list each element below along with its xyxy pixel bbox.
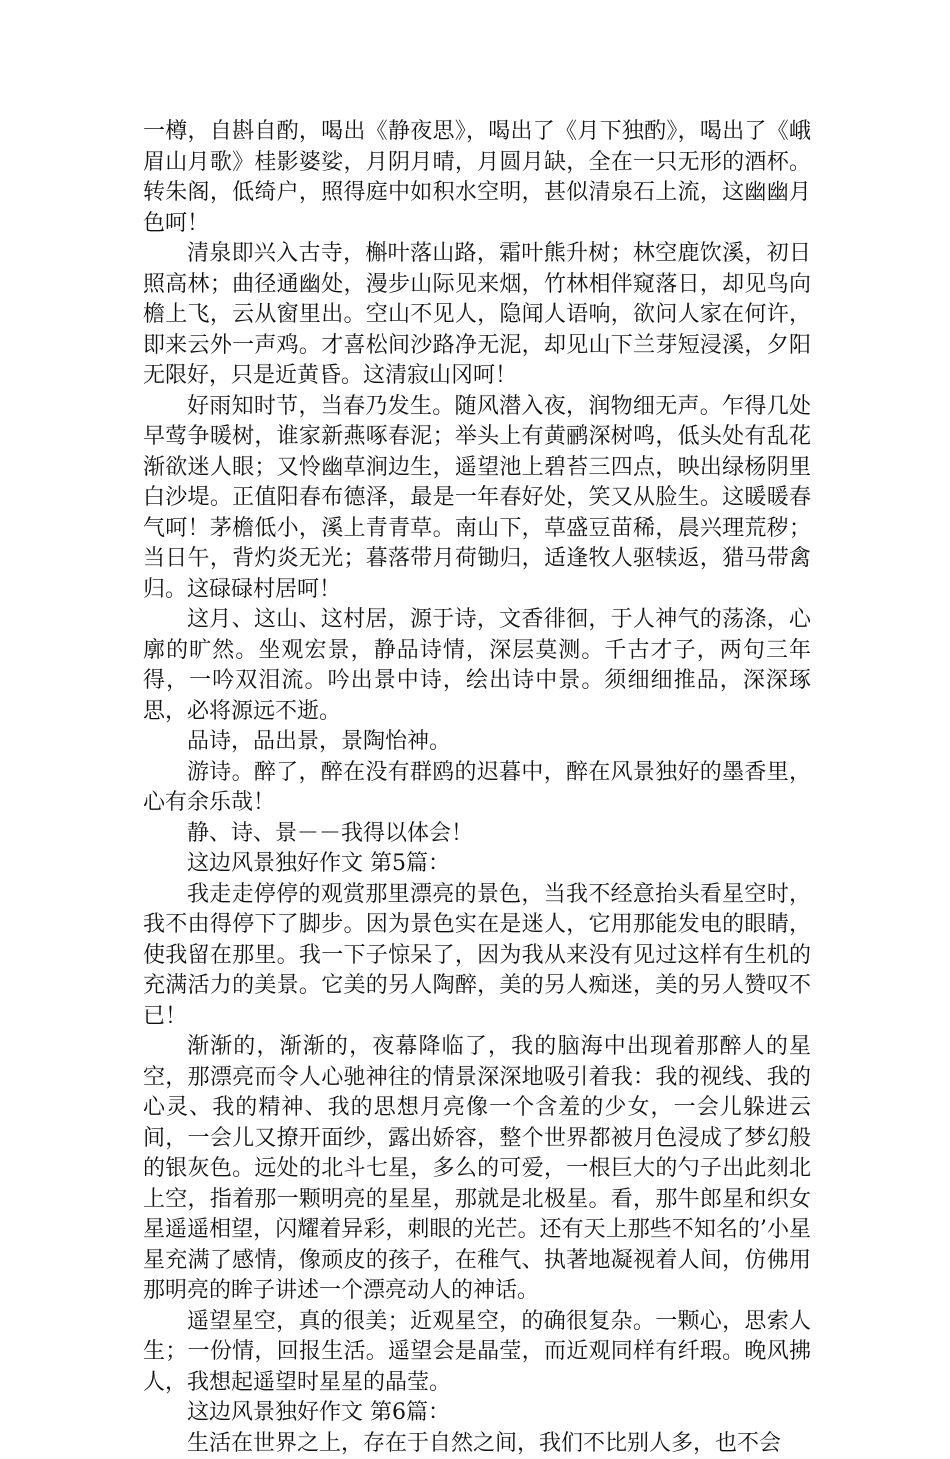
paragraph-3: 好雨知时节，当春乃发生。随风潜入夜，润物细无声。乍得几处早莺争暖树，谁家新燕啄春泥；举头上有黄鹂深树鸣，低头处有乱花渐欲迷人眼；又怜幽草涧边生，遥望池上碧苔三四点，映出绿杨阴里白沙堤。正值阳春布德泽，最是一年春好处，笑又从脸生。这暖暖春气呵！茅檐低小，溪上青青草。南山下，草盛豆苗稀，晨兴理荒秽；当日午，背灼炎无光；暮落带月荷锄归，适逢牧人驱犊返，猎马带禽归。这碌碌村居呵！ [143, 392, 811, 606]
paragraph-4: 这月、这山、这村居，源于诗，文香徘徊，于人神气的荡涤，心廓的旷然。坐观宏景，静品诗情，深层莫测。千古才子，两句三年得，一吟双泪流。吟出景中诗，绘出诗中景。须细细推品，深深琢思，必将源远不逝。 [143, 605, 811, 727]
document-page [143, 117, 811, 1459]
section-heading-6: 这边风景独好作文 第6篇： [143, 1398, 811, 1429]
paragraph-7: 静、诗、景－－我得以体会！ [143, 819, 811, 850]
paragraph-10: 遥望星空，真的很美；近观星空，的确很复杂。一颗心，思索人生；一份情，回报生活。遥望会是晶莹，而近观同样有纤瑕。晚风拂人，我想起遥望时星星的晶莹。 [143, 1307, 811, 1399]
paragraph-2: 清泉即兴入古寺，槲叶落山路，霜叶熊升树；林空鹿饮溪，初日照高林；曲径通幽处，漫步山际见来烟，竹林相伴窥落日，却见鸟向檐上飞，云从窗里出。空山不见人，隐闻人语响，欲问人家在何许，即来云外一声鸡。才喜松间沙路净无泥，却见山下兰芽短浸溪，夕阳无限好，只是近黄昏。这清寂山冈呵！ [143, 239, 811, 392]
paragraph-9: 渐渐的，渐渐的，夜幕降临了，我的脑海中出现着那醉人的星空，那漂亮而令人心驰神往的情景深深地吸引着我：我的视线、我的心灵、我的精神、我的思想月亮像一个含羞的少女，一会儿躲进云间，一会儿又撩开面纱，露出娇容，整个世界都被月色浸成了梦幻般的银灰色。远处的北斗七星，多么的可爱，一根巨大的勺子出此刻北上空，指着那一颗明亮的星星，那就是北极星。看，那牛郎星和织女星遥遥相望，闪耀着异彩，刺眼的光芒。还有天上那些不知名的’小星星充满了感情，像顽皮的孩子，在稚气、执著地凝视着人间，仿佛用那明亮的眸子讲述一个漂亮动人的神话。 [143, 1032, 811, 1307]
paragraph-5: 品诗，品出景，景陶怡神。 [143, 727, 811, 758]
section-heading-5: 这边风景独好作文 第5篇： [143, 849, 811, 880]
paragraph-1: 一樽，自斟自酌，喝出《静夜思》，喝出了《月下独酌》，喝出了《峨眉山月歌》桂影婆娑，月阴月晴，月圆月缺，全在一只无形的酒杯。转朱阁，低绮户，照得庭中如积水空明，甚似清泉石上流，这幽幽月色呵！ [143, 117, 811, 239]
paragraph-8: 我走走停停的观赏那里漂亮的景色，当我不经意抬头看星空时，我不由得停下了脚步。因为景色实在是迷人，它用那能发电的眼睛，使我留在那里。我一下子惊呆了，因为我从来没有见过这样有生机的充满活力的美景。它美的另人陶醉，美的另人痴迷，美的另人赞叹不已！ [143, 880, 811, 1033]
paragraph-6: 游诗。醉了，醉在没有群鸥的迟暮中，醉在风景独好的墨香里，心有余乐哉！ [143, 758, 811, 819]
paragraph-11: 生活在世界之上，存在于自然之间，我们不比别人多，也不会 [143, 1429, 811, 1459]
